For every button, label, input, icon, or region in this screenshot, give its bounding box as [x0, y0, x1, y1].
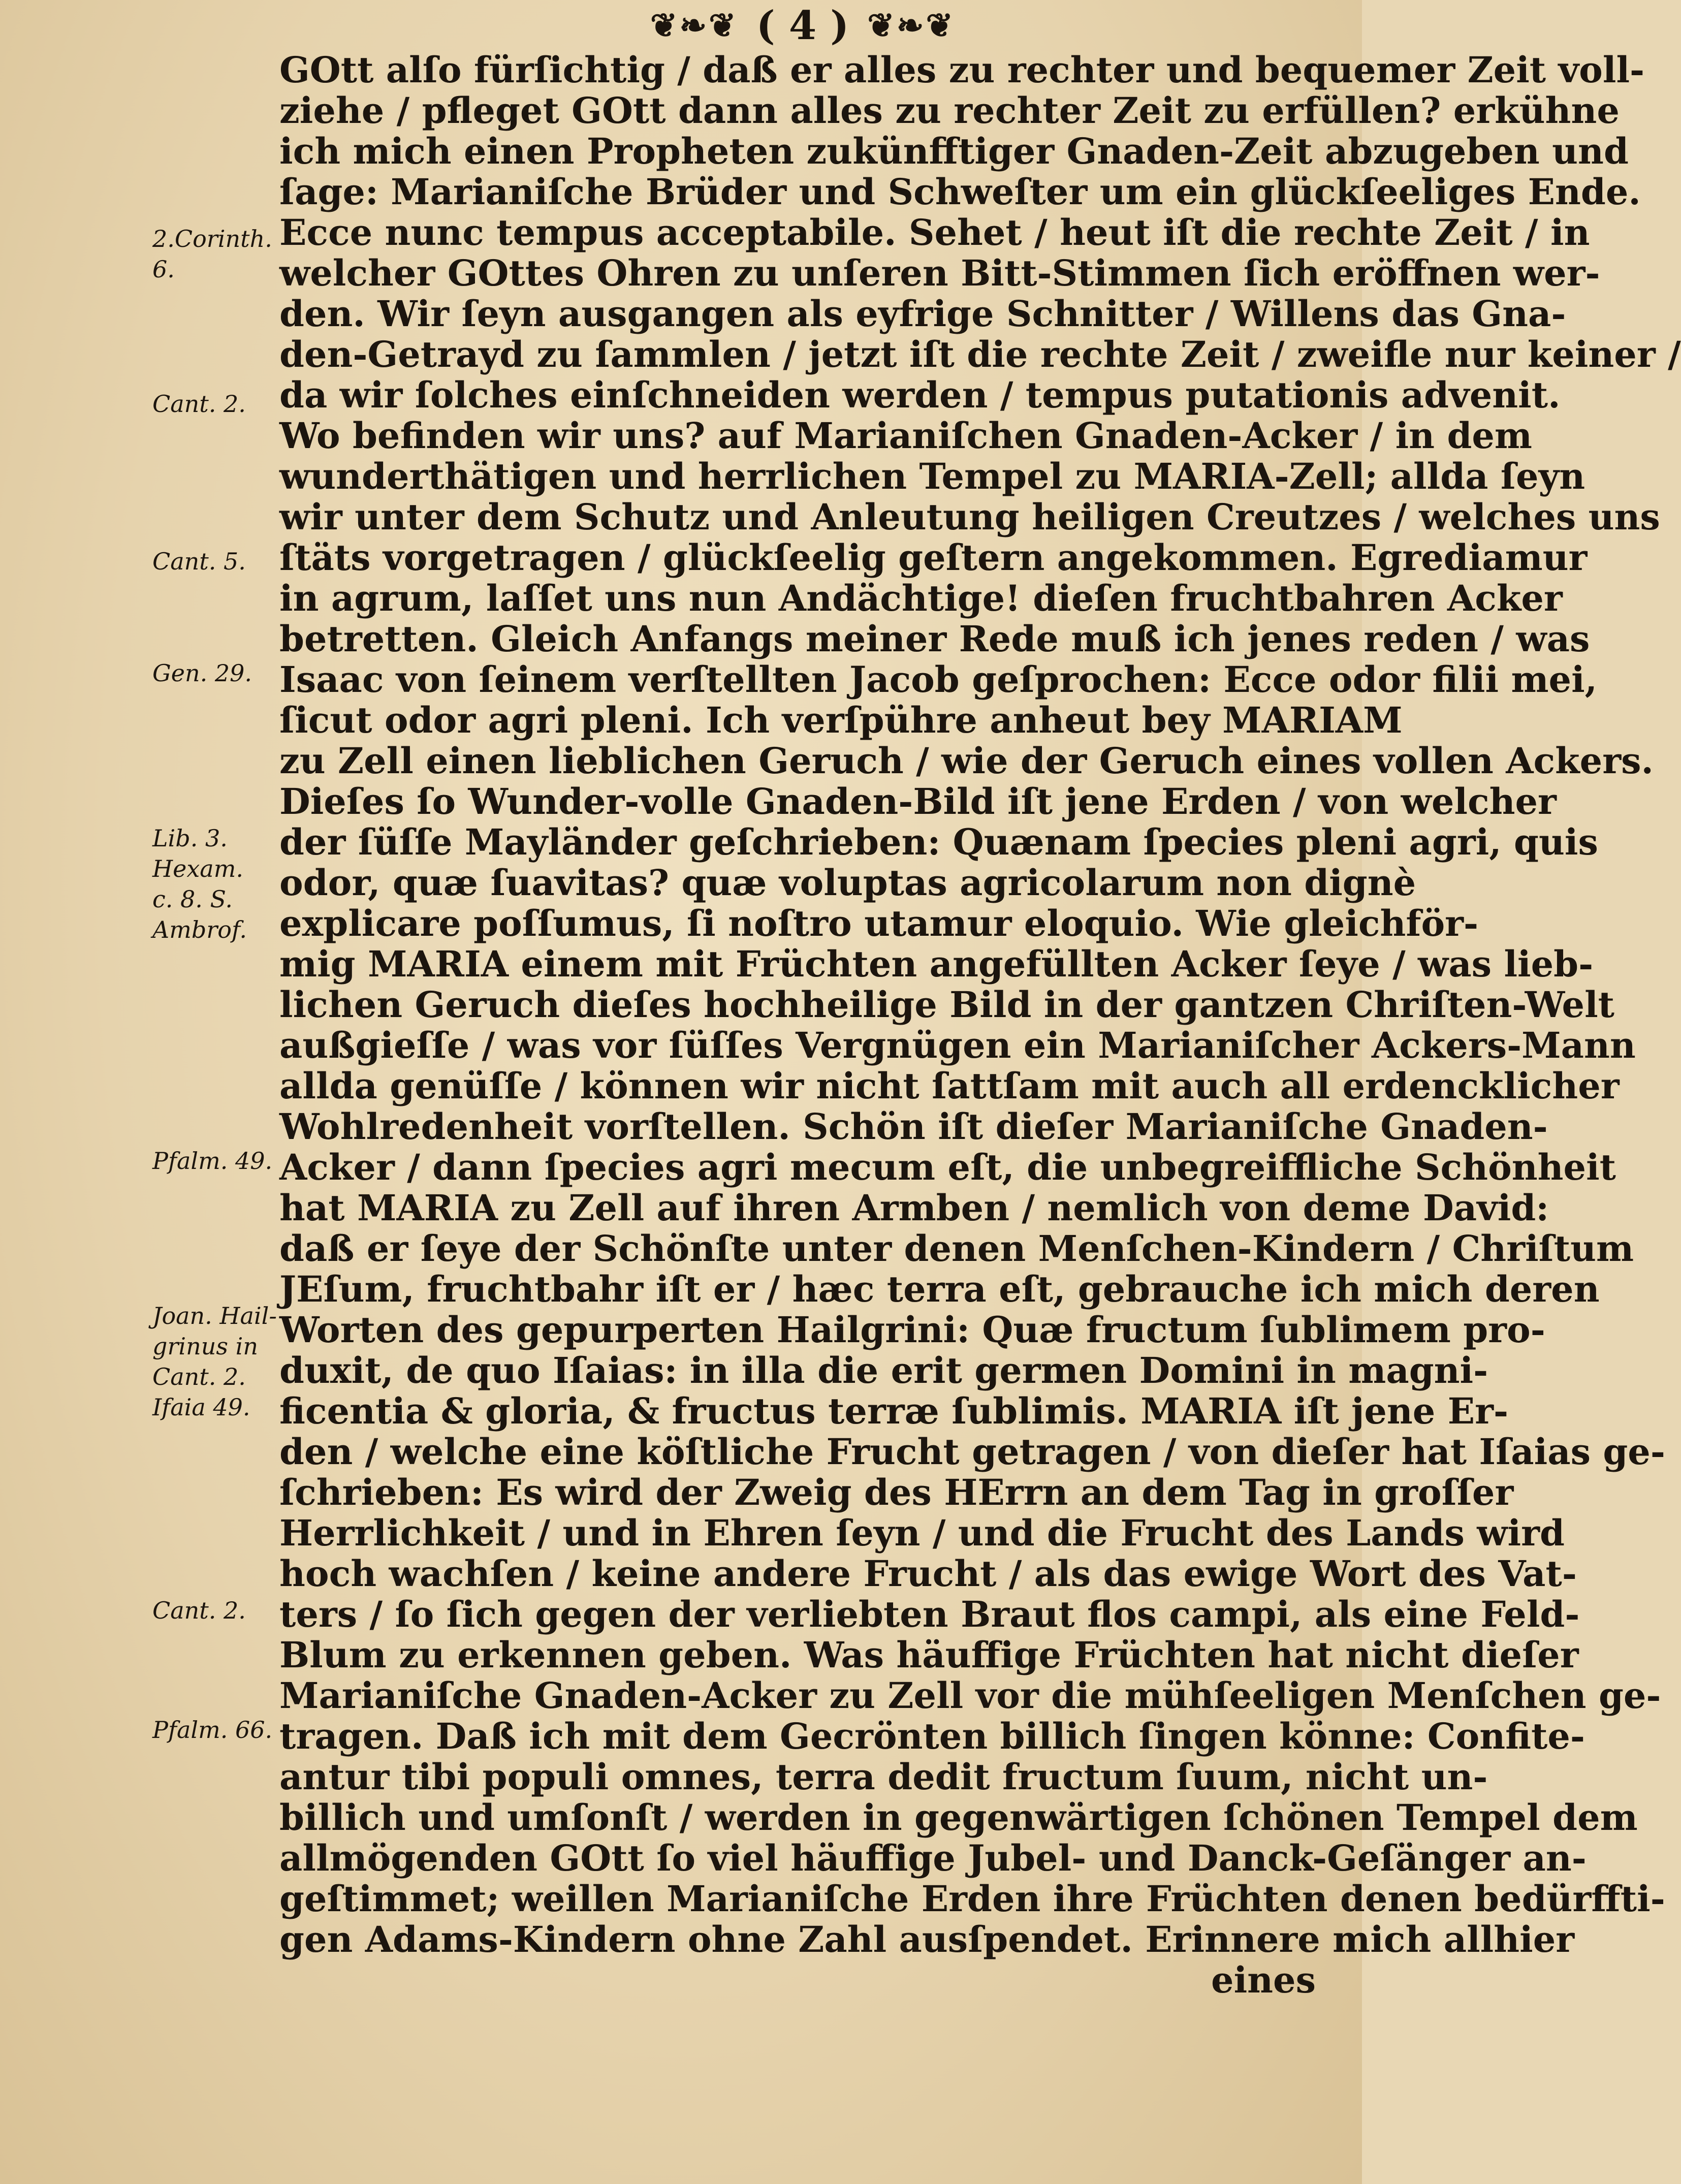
text-line: da wir ſolches einſchneiden werden / tempus putationis advenit. — [279, 374, 1561, 416]
text-line: ſicut odor agri pleni. Ich verſpühre anheut bey MARIAM — [279, 699, 1403, 741]
page-number: ( 4 ) — [756, 2, 849, 49]
text-line: Wohlredenheit vorſtellen. Schön iſt dieſer Marianiſche Gnaden- — [279, 1105, 1548, 1148]
text-line: Dieſes ſo Wunder-volle Gnaden-Bild iſt jene Erden / von welcher — [279, 780, 1557, 822]
text-line: in agrum, laſſet uns nun Andächtige! dieſen fruchtbahren Acker — [279, 577, 1563, 619]
text-line: wunderthätigen und herrlichen Tempel zu MARIA-Zell; allda ſeyn — [279, 455, 1585, 497]
text-line: Wo befinden wir uns? auf Marianiſchen Gnaden-Acker / in dem — [279, 415, 1532, 457]
text-line: geſtimmet; weillen Marianiſche Erden ihre Früchten denen bedürffti- — [279, 1878, 1665, 1920]
text-line: Blum zu erkennen geben. Was häuffige Früchten hat nicht dieſer — [279, 1634, 1579, 1676]
text-line: hat MARIA zu Zell auf ihren Armben / nemlich von deme David: — [279, 1187, 1549, 1229]
text-line: JEſum, fruchtbahr iſt er / hæc terra eſt, gebrauche ich mich deren — [279, 1268, 1600, 1310]
margin-note: Gen. 29. — [152, 659, 252, 687]
text-line: den-Getrayd zu ſammlen / jetzt iſt die rechte Zeit / zweifle nur keiner / — [279, 333, 1681, 375]
text-line: den. Wir ſeyn ausgangen als eyfrige Schnitter / Willens das Gna- — [279, 293, 1566, 335]
text-line: tragen. Daß ich mit dem Gecrönten billich ſingen könne: Confite- — [279, 1715, 1585, 1757]
margin-note: Joan. Hail- grinus in Cant. 2. Ifaia 49. — [152, 1302, 277, 1421]
catchword: eines — [1211, 1959, 1316, 2001]
ornament-right-icon: ❦❧❦ — [867, 6, 956, 45]
margin-note: Cant. 2. — [152, 1597, 246, 1624]
text-line: Isaac von ſeinem verſtellten Jacob geſprochen: Ecce odor filii mei, — [279, 658, 1598, 701]
text-line: allmögenden GOtt ſo viel häuffige Jubel- und Danck-Geſänger an- — [279, 1837, 1587, 1879]
text-line: Acker / dann ſpecies agri mecum eſt, die unbegreiffliche Schönheit — [279, 1146, 1616, 1188]
margin-note: Cant. 2. — [152, 390, 246, 418]
margin-note: Pfalm. 49. — [152, 1147, 273, 1175]
text-line: ſchrieben: Es wird der Zweig des HErrn an dem Tag in groſſer — [279, 1471, 1514, 1513]
margin-notes — [152, 0, 290, 2184]
text-line: ich mich einen Propheten zukünfftiger Gnaden-Zeit abzugeben und — [279, 130, 1629, 172]
text-line: zu Zell einen lieblichen Geruch / wie der Geruch eines vollen Ackers. — [279, 740, 1654, 782]
text-line: ziehe / pfleget GOtt dann alles zu rechter Zeit zu erfüllen? erkühne — [279, 89, 1620, 132]
text-line: welcher GOttes Ohren zu unſeren Bitt-Stimmen ſich eröffnen wer- — [279, 252, 1600, 294]
text-line: wir unter dem Schutz und Anleutung heiligen Creutzes / welches uns — [279, 496, 1660, 538]
page-header — [630, 0, 975, 51]
text-line: GOtt alſo fürſichtig / daß er alles zu rechter und bequemer Zeit voll- — [279, 49, 1645, 91]
text-line: odor, quæ ſuavitas? quæ voluptas agricolarum non dignè — [279, 862, 1416, 904]
margin-note: Pfalm. 66. — [152, 1716, 273, 1744]
text-line: mig MARIA einem mit Früchten angefüllten Acker ſeye / was lieb- — [279, 943, 1594, 985]
text-line: den / welche eine köſtliche Frucht getragen / von dieſer hat Iſaias ge- — [279, 1431, 1665, 1473]
text-line: ſage: Marianiſche Brüder und Schweſter um ein glückſeeliges Ende. — [279, 171, 1641, 213]
text-line: gen Adams-Kindern ohne Zahl ausſpendet. Erinnere mich allhier — [279, 1918, 1575, 1960]
body-text — [279, 49, 1681, 2001]
margin-note: 2.Corinth. 6. — [152, 225, 272, 283]
text-line: duxit, de quo Iſaias: in illa die erit germen Domini in magni- — [279, 1349, 1488, 1391]
text-line: ters / ſo ſich gegen der verliebten Braut flos campi, als eine Feld- — [279, 1593, 1580, 1635]
text-line: daß er ſeye der Schönſte unter denen Menſchen-Kindern / Chriſtum — [279, 1227, 1634, 1270]
text-line: betretten. Gleich Anfangs meiner Rede muß ich jenes reden / was — [279, 618, 1590, 660]
text-line: billich und umſonſt / werden in gegenwärtigen ſchönen Tempel dem — [279, 1796, 1638, 1839]
text-line: der ſüſſe Mayländer geſchrieben: Quænam ſpecies pleni agri, quis — [279, 821, 1598, 863]
text-line: allda genüſſe / können wir nicht ſattſam mit auch all erdencklicher — [279, 1065, 1620, 1107]
ornament-left-icon: ❦❧❦ — [650, 6, 738, 45]
text-line: lichen Geruch dieſes hochheilige Bild in der gantzen Chriſten-Welt — [279, 984, 1615, 1026]
text-line: antur tibi populi omnes, terra dedit fructum ſuum, nicht un- — [279, 1756, 1488, 1798]
margin-note: Lib. 3. Hexam. c. 8. S. Ambrof. — [152, 825, 247, 943]
text-line: hoch wachſen / keine andere Frucht / als das ewige Wort des Vat- — [279, 1553, 1577, 1595]
text-line: Worten des gepurperten Hailgrini: Quæ fructum ſublimem pro- — [279, 1309, 1545, 1351]
margin-note: Cant. 5. — [152, 548, 246, 575]
text-line: explicare poſſumus, ſi noſtro utamur eloquio. Wie gleichför- — [279, 902, 1479, 944]
text-line: Ecce nunc tempus acceptabile. Sehet / heut iſt die rechte Zeit / in — [279, 211, 1590, 254]
text-line: außgieſſe / was vor ſüſſes Vergnügen ein Marianiſcher Ackers-Mann — [279, 1024, 1636, 1066]
text-line: ſtäts vorgetragen / glückſeelig geſtern angekommen. Egrediamur — [279, 536, 1588, 579]
text-line: Herrlichkeit / und in Ehren ſeyn / und die Frucht des Lands wird — [279, 1512, 1565, 1554]
text-line: ficentia & gloria, & fructus terræ ſublimis. MARIA iſt jene Er- — [279, 1390, 1508, 1432]
text-line: Marianiſche Gnaden-Acker zu Zell vor die mühſeeligen Menſchen ge- — [279, 1674, 1661, 1717]
